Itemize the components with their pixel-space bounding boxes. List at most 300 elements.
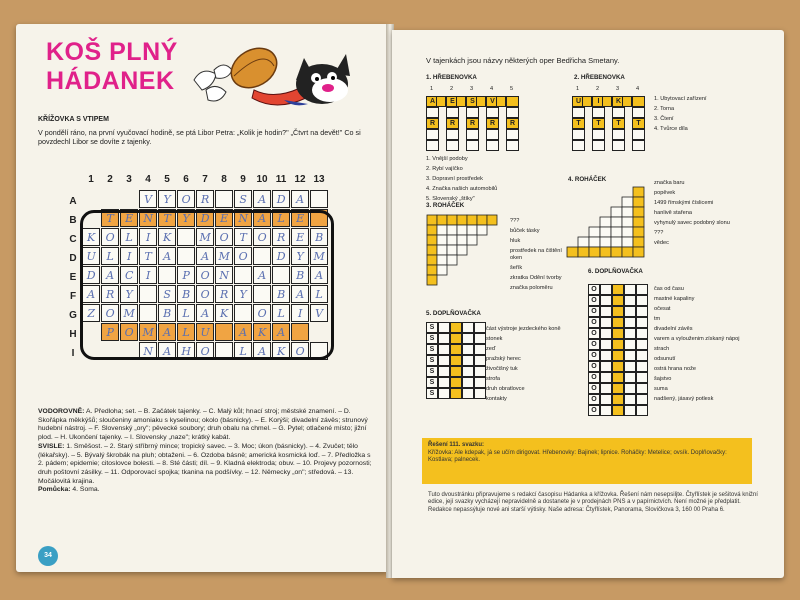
crossword-cell[interactable]: M: [196, 228, 214, 246]
crossword-cell[interactable]: [310, 209, 328, 227]
puzzle-cell[interactable]: [589, 247, 600, 257]
crossword-cell[interactable]: C: [120, 266, 138, 284]
puzzle-cell[interactable]: [611, 217, 622, 227]
puzzle-cell[interactable]: [506, 140, 519, 151]
puzzle-cell[interactable]: [446, 140, 459, 151]
puzzle-cell[interactable]: [426, 107, 439, 118]
crossword-cell[interactable]: D: [82, 266, 100, 284]
puzzle-cell[interactable]: [457, 235, 467, 245]
puzzle-cell[interactable]: T: [592, 118, 605, 129]
crossword-cell[interactable]: B: [158, 304, 176, 322]
crossword-cell[interactable]: I: [139, 266, 157, 284]
crossword-cell[interactable]: O: [253, 304, 271, 322]
crossword-cell[interactable]: E: [291, 209, 309, 227]
crossword-cell[interactable]: O: [101, 228, 119, 246]
puzzle-cell[interactable]: [437, 225, 447, 235]
puzzle-cell[interactable]: [474, 366, 486, 377]
puzzle-cell[interactable]: [600, 306, 612, 317]
crossword-cell[interactable]: A: [272, 323, 290, 341]
puzzle-cell[interactable]: [612, 284, 624, 295]
puzzle-cell[interactable]: [600, 295, 612, 306]
crossword-cell[interactable]: [139, 304, 157, 322]
puzzle-cell[interactable]: [474, 355, 486, 366]
puzzle-cell[interactable]: V: [486, 96, 499, 107]
puzzle-cell[interactable]: [592, 129, 605, 140]
puzzle-cell[interactable]: [592, 107, 605, 118]
crossword-grid[interactable]: [82, 190, 332, 366]
puzzle-cell[interactable]: [611, 247, 622, 257]
crossword-cell[interactable]: O: [120, 323, 138, 341]
crossword-cell[interactable]: A: [158, 247, 176, 265]
puzzle-cell[interactable]: O: [588, 405, 600, 416]
crossword-cell[interactable]: T: [139, 247, 157, 265]
puzzle-cell[interactable]: [477, 215, 487, 225]
puzzle-cell[interactable]: [612, 107, 625, 118]
crossword-cell[interactable]: [310, 342, 328, 360]
puzzle-cell[interactable]: [437, 215, 447, 225]
puzzle-cell[interactable]: [466, 140, 479, 151]
crossword-cell[interactable]: E: [120, 209, 138, 227]
puzzle-cell[interactable]: [474, 333, 486, 344]
puzzle-cell[interactable]: [624, 383, 636, 394]
puzzle-cell[interactable]: [602, 96, 612, 107]
puzzle-cell[interactable]: [496, 96, 506, 107]
crossword-cell[interactable]: Y: [120, 285, 138, 303]
puzzle-cell[interactable]: [487, 215, 497, 225]
puzzle-cell[interactable]: [600, 284, 612, 295]
crossword-cell[interactable]: O: [196, 285, 214, 303]
puzzle-cell[interactable]: [624, 372, 636, 383]
puzzle-cell[interactable]: [450, 388, 462, 399]
puzzle-cell[interactable]: R: [446, 118, 459, 129]
puzzle-cell[interactable]: R: [506, 118, 519, 129]
crossword-cell[interactable]: L: [177, 323, 195, 341]
puzzle-cell[interactable]: [600, 339, 612, 350]
puzzle-cell[interactable]: [446, 129, 459, 140]
puzzle-cell[interactable]: [427, 235, 437, 245]
puzzle-cell[interactable]: [506, 129, 519, 140]
puzzle-cell[interactable]: [624, 394, 636, 405]
puzzle-cell[interactable]: [438, 355, 450, 366]
puzzle-cell[interactable]: [450, 366, 462, 377]
puzzle-cell[interactable]: [612, 394, 624, 405]
crossword-cell[interactable]: A: [253, 342, 271, 360]
puzzle-cell[interactable]: [438, 388, 450, 399]
crossword-cell[interactable]: [253, 285, 271, 303]
crossword-cell[interactable]: B: [310, 228, 328, 246]
puzzle-cell[interactable]: [506, 107, 519, 118]
puzzle-cell[interactable]: R: [466, 118, 479, 129]
crossword-cell[interactable]: A: [310, 266, 328, 284]
puzzle-cell[interactable]: [572, 140, 585, 151]
puzzle-cell[interactable]: [600, 247, 611, 257]
puzzle-cell[interactable]: [622, 217, 633, 227]
puzzle-cell[interactable]: [427, 275, 437, 285]
crossword-cell[interactable]: D: [272, 190, 290, 208]
puzzle-cell[interactable]: [467, 215, 477, 225]
puzzle-cell[interactable]: [636, 295, 648, 306]
crossword-cell[interactable]: T: [101, 209, 119, 227]
crossword-cell[interactable]: [215, 190, 233, 208]
puzzle-cell[interactable]: [476, 96, 486, 107]
puzzle-cell[interactable]: [467, 235, 477, 245]
puzzle-cell[interactable]: [474, 344, 486, 355]
puzzle-cell[interactable]: S: [426, 344, 438, 355]
puzzle-cell[interactable]: [567, 247, 578, 257]
puzzle-cell[interactable]: [636, 350, 648, 361]
puzzle-cell[interactable]: O: [588, 350, 600, 361]
puzzle-cell[interactable]: [636, 328, 648, 339]
puzzle-cell[interactable]: [633, 197, 644, 207]
crossword-cell[interactable]: L: [234, 342, 252, 360]
puzzle-cell[interactable]: [633, 227, 644, 237]
puzzle-cell[interactable]: [600, 227, 611, 237]
crossword-cell[interactable]: L: [310, 285, 328, 303]
crossword-cell[interactable]: O: [234, 247, 252, 265]
puzzle-cell[interactable]: [427, 255, 437, 265]
crossword-cell[interactable]: M: [139, 323, 157, 341]
puzzle-cell[interactable]: [612, 140, 625, 151]
puzzle-cell[interactable]: [427, 215, 437, 225]
puzzle-cell[interactable]: [600, 350, 612, 361]
crossword-cell[interactable]: Y: [158, 190, 176, 208]
puzzle-cell[interactable]: S: [426, 366, 438, 377]
puzzle-cell[interactable]: O: [588, 339, 600, 350]
puzzle-cell[interactable]: [592, 140, 605, 151]
crossword-cell[interactable]: Z: [82, 304, 100, 322]
puzzle-cell[interactable]: [632, 107, 645, 118]
puzzle-cell[interactable]: [611, 237, 622, 247]
puzzle-cell[interactable]: [636, 372, 648, 383]
crossword-cell[interactable]: B: [291, 266, 309, 284]
puzzle-cell[interactable]: [636, 361, 648, 372]
puzzle-cell[interactable]: [624, 361, 636, 372]
puzzle-cell[interactable]: [589, 237, 600, 247]
puzzle-cell[interactable]: [624, 317, 636, 328]
puzzle-cell[interactable]: [600, 217, 611, 227]
puzzle-cell[interactable]: S: [466, 96, 479, 107]
crossword-cell[interactable]: A: [196, 247, 214, 265]
puzzle-cell[interactable]: [633, 217, 644, 227]
crossword-cell[interactable]: [177, 228, 195, 246]
puzzle-cell[interactable]: [612, 129, 625, 140]
puzzle-cell[interactable]: [612, 328, 624, 339]
puzzle-cell[interactable]: [636, 317, 648, 328]
puzzle-cell[interactable]: [636, 405, 648, 416]
puzzle-cell[interactable]: O: [588, 306, 600, 317]
crossword-cell[interactable]: E: [291, 228, 309, 246]
puzzle-cell[interactable]: R: [486, 118, 499, 129]
crossword-cell[interactable]: T: [234, 228, 252, 246]
crossword-cell[interactable]: O: [196, 266, 214, 284]
puzzle-cell[interactable]: [436, 96, 446, 107]
puzzle-cell[interactable]: [632, 96, 645, 107]
crossword-cell[interactable]: [215, 323, 233, 341]
crossword-cell[interactable]: M: [215, 247, 233, 265]
puzzle-cell[interactable]: S: [426, 377, 438, 388]
puzzle-cell[interactable]: [600, 328, 612, 339]
crossword-cell[interactable]: A: [158, 342, 176, 360]
crossword-cell[interactable]: [272, 266, 290, 284]
puzzle-cell[interactable]: [633, 237, 644, 247]
puzzle-cell[interactable]: O: [588, 361, 600, 372]
puzzle-cell[interactable]: [438, 344, 450, 355]
puzzle-cell[interactable]: [624, 284, 636, 295]
crossword-cell[interactable]: N: [139, 209, 157, 227]
puzzle-cell[interactable]: [600, 372, 612, 383]
puzzle-cell[interactable]: [474, 377, 486, 388]
crossword-cell[interactable]: K: [215, 304, 233, 322]
puzzle-cell[interactable]: [611, 227, 622, 237]
crossword-cell[interactable]: N: [215, 266, 233, 284]
crossword-cell[interactable]: [291, 323, 309, 341]
puzzle-cell[interactable]: [474, 388, 486, 399]
crossword-cell[interactable]: A: [101, 266, 119, 284]
puzzle-cell[interactable]: [622, 96, 632, 107]
crossword-cell[interactable]: B: [272, 285, 290, 303]
crossword-cell[interactable]: T: [158, 209, 176, 227]
crossword-cell[interactable]: O: [196, 342, 214, 360]
crossword-cell[interactable]: R: [272, 228, 290, 246]
puzzle-cell[interactable]: O: [588, 295, 600, 306]
crossword-cell[interactable]: A: [291, 190, 309, 208]
puzzle-cell[interactable]: [636, 383, 648, 394]
puzzle-cell[interactable]: S: [426, 333, 438, 344]
crossword-cell[interactable]: Y: [291, 247, 309, 265]
crossword-cell[interactable]: D: [272, 247, 290, 265]
puzzle-cell[interactable]: [622, 247, 633, 257]
puzzle-cell[interactable]: [600, 317, 612, 328]
puzzle-cell[interactable]: [633, 247, 644, 257]
puzzle-cell[interactable]: [437, 255, 447, 265]
puzzle-cell[interactable]: T: [572, 118, 585, 129]
crossword-cell[interactable]: A: [253, 266, 271, 284]
puzzle-cell[interactable]: [611, 207, 622, 217]
crossword-cell[interactable]: S: [158, 285, 176, 303]
crossword-cell[interactable]: [215, 342, 233, 360]
puzzle-cell[interactable]: [636, 284, 648, 295]
puzzle-cell[interactable]: [467, 225, 477, 235]
puzzle-cell[interactable]: [624, 306, 636, 317]
puzzle-cell[interactable]: [600, 394, 612, 405]
crossword-cell[interactable]: K: [82, 228, 100, 246]
puzzle-cell[interactable]: [466, 129, 479, 140]
crossword-cell[interactable]: [310, 190, 328, 208]
puzzle-cell[interactable]: [636, 339, 648, 350]
puzzle-cell[interactable]: [572, 107, 585, 118]
puzzle-cell[interactable]: T: [632, 118, 645, 129]
crossword-cell[interactable]: L: [272, 304, 290, 322]
crossword-cell[interactable]: [234, 304, 252, 322]
puzzle-cell[interactable]: [450, 377, 462, 388]
crossword-cell[interactable]: O: [215, 228, 233, 246]
crossword-cell[interactable]: R: [215, 285, 233, 303]
puzzle-cell[interactable]: [486, 140, 499, 151]
crossword-cell[interactable]: [234, 266, 252, 284]
puzzle-cell[interactable]: O: [588, 284, 600, 295]
puzzle-cell[interactable]: [624, 295, 636, 306]
puzzle-cell[interactable]: [632, 129, 645, 140]
puzzle-cell[interactable]: [438, 366, 450, 377]
crossword-cell[interactable]: H: [177, 342, 195, 360]
puzzle-cell[interactable]: [612, 372, 624, 383]
crossword-cell[interactable]: K: [158, 228, 176, 246]
puzzle-cell[interactable]: [624, 328, 636, 339]
crossword-cell[interactable]: [253, 247, 271, 265]
crossword-cell[interactable]: I: [291, 304, 309, 322]
crossword-cell[interactable]: O: [291, 342, 309, 360]
puzzle-cell[interactable]: U: [572, 96, 585, 107]
crossword-cell[interactable]: A: [196, 304, 214, 322]
puzzle-cell[interactable]: [633, 207, 644, 217]
crossword-cell[interactable]: K: [272, 342, 290, 360]
crossword-cell[interactable]: [139, 285, 157, 303]
crossword-cell[interactable]: L: [101, 247, 119, 265]
puzzle-cell[interactable]: [427, 245, 437, 255]
puzzle-cell[interactable]: [582, 96, 592, 107]
crossword-cell[interactable]: S: [234, 190, 252, 208]
puzzle-cell[interactable]: [450, 344, 462, 355]
puzzle-cell[interactable]: I: [592, 96, 605, 107]
crossword-cell[interactable]: K: [253, 323, 271, 341]
puzzle-cell[interactable]: [446, 107, 459, 118]
puzzle-cell[interactable]: [612, 350, 624, 361]
puzzle-cell[interactable]: O: [588, 383, 600, 394]
puzzle-cell[interactable]: [578, 247, 589, 257]
puzzle-cell[interactable]: [612, 405, 624, 416]
puzzle-cell[interactable]: [438, 333, 450, 344]
puzzle-cell[interactable]: [600, 361, 612, 372]
puzzle-cell[interactable]: [474, 322, 486, 333]
crossword-cell[interactable]: A: [253, 190, 271, 208]
puzzle-cell[interactable]: [462, 377, 474, 388]
crossword-cell[interactable]: P: [101, 323, 119, 341]
puzzle-cell[interactable]: [612, 295, 624, 306]
crossword-cell[interactable]: V: [139, 190, 157, 208]
puzzle-cell[interactable]: [462, 322, 474, 333]
puzzle-cell[interactable]: O: [588, 394, 600, 405]
crossword-cell[interactable]: Y: [177, 209, 195, 227]
crossword-cell[interactable]: B: [177, 285, 195, 303]
puzzle-cell[interactable]: O: [588, 328, 600, 339]
puzzle-cell[interactable]: [633, 187, 644, 197]
puzzle-cell[interactable]: [600, 405, 612, 416]
crossword-cell[interactable]: Y: [234, 285, 252, 303]
puzzle-cell[interactable]: [437, 265, 447, 275]
puzzle-3-grid[interactable]: [426, 214, 504, 292]
puzzle-cell[interactable]: S: [426, 355, 438, 366]
puzzle-cell[interactable]: [427, 225, 437, 235]
puzzle-cell[interactable]: [612, 317, 624, 328]
puzzle-cell[interactable]: A: [426, 96, 439, 107]
crossword-cell[interactable]: M: [310, 247, 328, 265]
puzzle-4-grid[interactable]: [566, 186, 648, 260]
puzzle-cell[interactable]: [506, 96, 519, 107]
puzzle-cell[interactable]: [622, 227, 633, 237]
puzzle-cell[interactable]: [612, 361, 624, 372]
crossword-cell[interactable]: A: [158, 323, 176, 341]
puzzle-cell[interactable]: [450, 355, 462, 366]
puzzle-cell[interactable]: [636, 306, 648, 317]
puzzle-cell[interactable]: [427, 265, 437, 275]
puzzle-cell[interactable]: [462, 355, 474, 366]
puzzle-cell[interactable]: [612, 383, 624, 394]
puzzle-cell[interactable]: [572, 129, 585, 140]
puzzle-cell[interactable]: [624, 350, 636, 361]
puzzle-cell[interactable]: [447, 255, 457, 265]
crossword-cell[interactable]: L: [272, 209, 290, 227]
puzzle-cell[interactable]: [589, 227, 600, 237]
crossword-cell[interactable]: U: [196, 323, 214, 341]
puzzle-cell[interactable]: [624, 405, 636, 416]
puzzle-cell[interactable]: R: [426, 118, 439, 129]
puzzle-cell[interactable]: [426, 140, 439, 151]
puzzle-cell[interactable]: [622, 237, 633, 247]
puzzle-cell[interactable]: [462, 388, 474, 399]
puzzle-cell[interactable]: [426, 129, 439, 140]
puzzle-cell[interactable]: [622, 207, 633, 217]
puzzle-cell[interactable]: [437, 245, 447, 255]
puzzle-cell[interactable]: [462, 344, 474, 355]
puzzle-cell[interactable]: [447, 235, 457, 245]
crossword-cell[interactable]: A: [291, 285, 309, 303]
puzzle-cell[interactable]: [466, 107, 479, 118]
puzzle-cell[interactable]: [462, 366, 474, 377]
puzzle-cell[interactable]: [622, 197, 633, 207]
crossword-cell[interactable]: P: [177, 266, 195, 284]
crossword-cell[interactable]: A: [234, 323, 252, 341]
puzzle-cell[interactable]: O: [588, 372, 600, 383]
crossword-cell[interactable]: V: [310, 304, 328, 322]
crossword-cell[interactable]: O: [253, 228, 271, 246]
puzzle-cell[interactable]: [600, 237, 611, 247]
puzzle-cell[interactable]: [447, 225, 457, 235]
puzzle-cell[interactable]: [447, 215, 457, 225]
crossword-cell[interactable]: R: [101, 285, 119, 303]
crossword-cell[interactable]: [158, 266, 176, 284]
puzzle-cell[interactable]: [438, 377, 450, 388]
puzzle-cell[interactable]: T: [612, 118, 625, 129]
crossword-cell[interactable]: [177, 247, 195, 265]
puzzle-cell[interactable]: K: [612, 96, 625, 107]
crossword-cell[interactable]: I: [120, 247, 138, 265]
crossword-cell[interactable]: D: [196, 209, 214, 227]
crossword-cell[interactable]: R: [196, 190, 214, 208]
puzzle-cell[interactable]: [636, 394, 648, 405]
puzzle-cell[interactable]: [578, 237, 589, 247]
crossword-cell[interactable]: L: [177, 304, 195, 322]
puzzle-cell[interactable]: [450, 333, 462, 344]
puzzle-cell[interactable]: E: [446, 96, 459, 107]
crossword-cell[interactable]: I: [139, 228, 157, 246]
puzzle-cell[interactable]: [447, 245, 457, 255]
puzzle-cell[interactable]: [456, 96, 466, 107]
puzzle-cell[interactable]: S: [426, 388, 438, 399]
crossword-cell[interactable]: O: [101, 304, 119, 322]
puzzle-cell[interactable]: [450, 322, 462, 333]
crossword-cell[interactable]: N: [234, 209, 252, 227]
puzzle-cell[interactable]: [457, 215, 467, 225]
puzzle-cell[interactable]: S: [426, 322, 438, 333]
puzzle-cell[interactable]: [462, 333, 474, 344]
crossword-cell[interactable]: N: [139, 342, 157, 360]
puzzle-cell[interactable]: [632, 140, 645, 151]
puzzle-cell[interactable]: [457, 225, 467, 235]
crossword-cell[interactable]: L: [120, 228, 138, 246]
puzzle-cell[interactable]: [612, 306, 624, 317]
puzzle-cell[interactable]: [477, 225, 487, 235]
puzzle-cell[interactable]: [438, 322, 450, 333]
